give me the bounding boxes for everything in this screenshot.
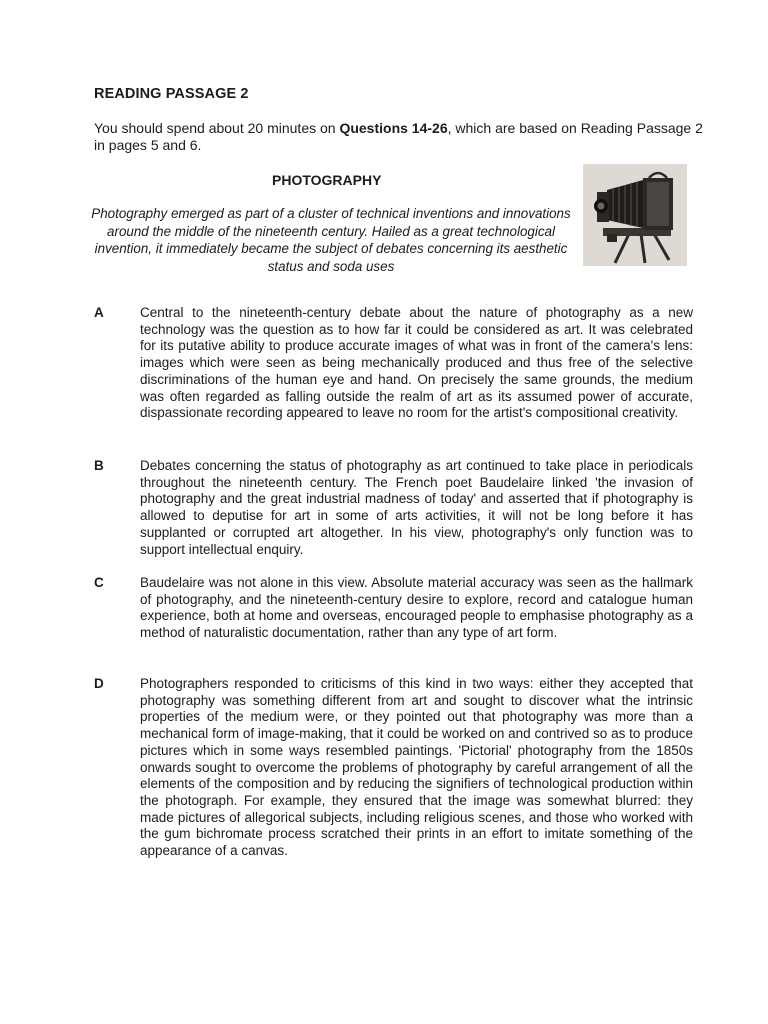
instructions-after: , which are based on Reading Passage 2 in pages 5 and 6. bbox=[94, 120, 703, 153]
paragraph-text: Debates concerning the status of photography as art continued to take place in periodicals throughout the nineteenth century. The French poet Baudelaire linked 'the invasion of photography and the great industrial madness of today' and asserted that if photography is allowed to deputise for art in some of arts activities, it will not be long before it has supplanted or corrupted art altogether. In his view, photography's only function was to support intellectual enquiry. bbox=[140, 458, 693, 557]
paragraph-text: Photographers responded to criticisms of this kind in two ways: either they accepted that photography was something different from art and sought to discover what the intrinsic properties of the medium were, or they pointed out that photography was more than a mechanical form of image-making, that it could be worked on and contrived so as to produce pictures which in some ways resembled paintings. 'Pictorial' photography from the 1850s onwards sought to overcome the problems of photography by careful arrangement of all the elements of the composition and by reducing the signifiers of technological production within the photograph. For example, they ensured that the image was somewhat blurred: they made pictures of allegorical subjects, including religious scenes, and those who worked with the gum bichromate process scratched their prints in an effort to imitate something of the appearance of a canvas. bbox=[140, 676, 693, 859]
paragraph-letter: A bbox=[94, 305, 104, 320]
paragraph-text: Central to the nineteenth-century debate about the nature of photography as a new technology was the question as to how far it could be considered as art. It was celebrated for its putative ability to produce accurate images of what was in front of the camera's lens: images which were seen as being mechanically produced and thus free of the selective discriminations of the human eye and hand. On precisely the same grounds, the medium was often regarded as falling outside the realm of art as its assumed power of accurate, dispassionate recording appeared to leave no room for the artist's compositional creativity. bbox=[140, 305, 693, 421]
intro-italic: Photography emerged as part of a cluster of technical inventions and innovations around the middle of the nineteenth century. Hailed as a great technological invention, it immediately became the subject of debates concerning its aesthetic status and soda uses bbox=[91, 206, 571, 274]
camera-illustration bbox=[583, 164, 687, 266]
passage-title: PHOTOGRAPHY bbox=[272, 172, 382, 188]
paragraph-text: Baudelaire was not alone in this view. Absolute material accuracy was seen as the hallmark of photography, and the nineteenth-century desire to explore, record and catalogue human experience, both at home and overseas, encouraged people to emphasise photography as a method of naturalistic documentation, rather than any type of art form. bbox=[140, 575, 693, 641]
instructions bbox=[94, 120, 704, 154]
instructions-before: You should spend about 20 minutes on bbox=[94, 120, 340, 136]
paragraph-letter: C bbox=[94, 575, 104, 590]
paragraph-letter: B bbox=[94, 458, 104, 473]
paragraph-letter: D bbox=[94, 676, 104, 691]
instructions-questions: Questions 14-26 bbox=[339, 120, 448, 136]
passage-heading: READING PASSAGE 2 bbox=[94, 86, 249, 102]
